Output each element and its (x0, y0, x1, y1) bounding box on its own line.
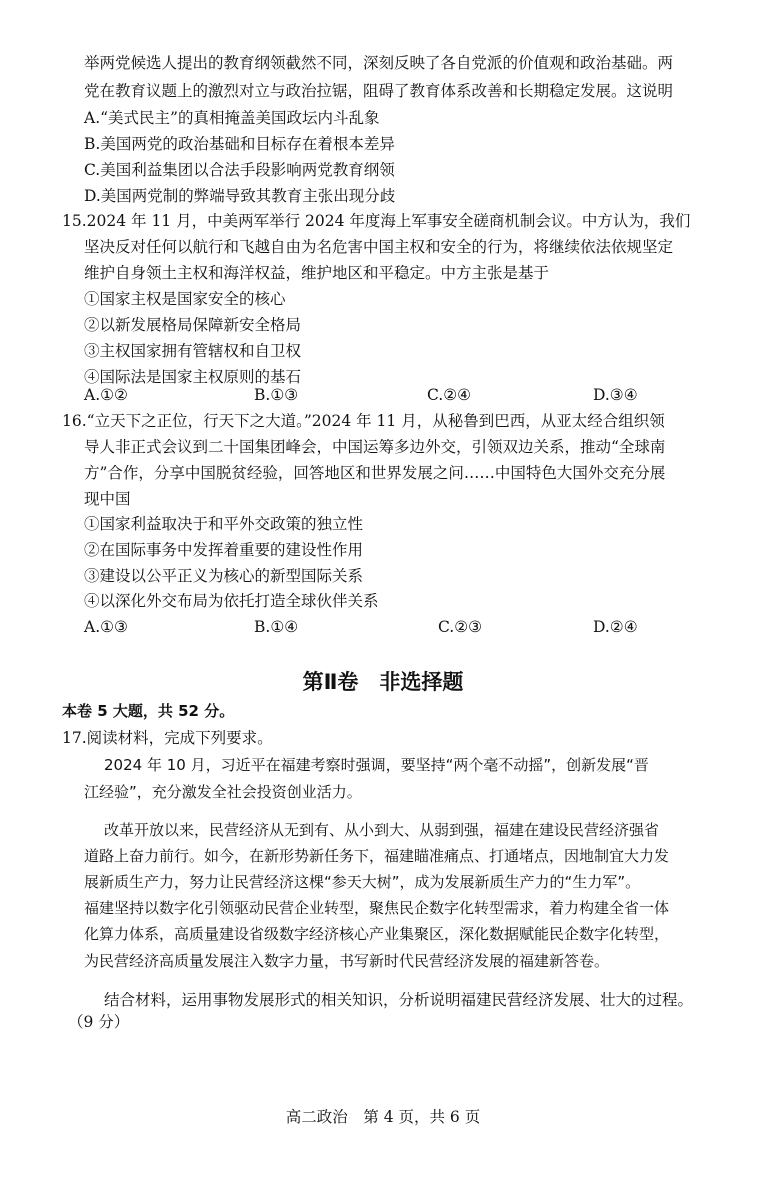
q16-choice-b: B.①④ (254, 618, 299, 636)
q14-stem-line: 党在教育议题上的激烈对立与政治拉锯，阻碍了教育体系改善和长期稳定发展。这说明 (84, 82, 674, 100)
q15-stem-line: 维护自身领土主权和海洋权益，维护地区和平稳定。中方主张是基于 (84, 264, 550, 282)
q17-material-line: 改革开放以来，民营经济从无到有、从小到大、从弱到强，福建在建设民营经济强省 (104, 821, 660, 839)
q15-item-2: ②以新发展格局保障新安全格局 (84, 316, 302, 334)
q15-choices (0, 384, 766, 406)
q14-option-d: D.美国两党制的弊端导致其教育主张出现分歧 (84, 187, 396, 205)
q17-material-line: 为民营经济高质量发展注入数字力量，书写新时代民营经济发展的福建新答卷。 (84, 952, 610, 970)
q17-material-line: 化算力体系，高质量建设省级数字经济核心产业集聚区，深化数据赋能民企数字化转型， (84, 925, 670, 943)
q17-material-line: 道路上奋力前行。如今，在新形势新任务下，福建瞄准痛点、打通堵点，因地制宜大力发 (84, 847, 670, 865)
q16-stem-line: 现中国 (84, 490, 131, 508)
q16-item-3: ③建设以公平正义为核心的新型国际关系 (84, 567, 364, 585)
q16-choice-d: D.②④ (593, 618, 638, 636)
q15-stem-line: 15.2024 年 11 月，中美两军举行 2024 年度海上军事安全磋商机制会议。中方认为，我们 (62, 212, 691, 230)
q17-material-line: 2024 年 10 月，习近平在福建考察时强调，要坚持“两个毫不动摇”，创新发展“晋 (104, 756, 649, 774)
q16-choices (0, 616, 766, 638)
q17-task: 结合材料，运用事物发展形式的相关知识，分析说明福建民营经济发展、壮大的过程。 (104, 991, 694, 1009)
q15-choice-b: B.①③ (254, 386, 299, 404)
q15-item-1: ①国家主权是国家安全的核心 (84, 290, 286, 308)
q17-material-line: 江经验”，充分激发全社会投资创业活力。 (84, 783, 362, 801)
q16-stem-line: 方”合作，分享中国脱贫经验，回答地区和世界发展之问……中国特色大国外交充分展 (84, 464, 666, 482)
q15-choice-c: C.②④ (427, 386, 472, 404)
q16-item-2: ②在国际事务中发挥着重要的建设性作用 (84, 541, 364, 559)
q17-material-line: 福建坚持以数字化引领驱动民营企业转型，聚焦民企数字化转型需求，着力构建全省一体 (84, 899, 670, 917)
q16-choice-c: C.②③ (438, 618, 483, 636)
q15-item-3: ③主权国家拥有管辖权和自卫权 (84, 342, 302, 360)
q15-item-4: ④国际法是国家主权原则的基石 (84, 368, 302, 386)
q14-option-a: A.“美式民主”的真相掩盖美国政坛内斗乱象 (84, 109, 380, 127)
q16-choice-a: A.①③ (84, 618, 128, 636)
q16-item-1: ①国家利益取决于和平外交政策的独立性 (84, 515, 364, 533)
q16-item-4: ④以深化外交布局为依托打造全球伙伴关系 (84, 592, 379, 610)
q15-choice-d: D.③④ (593, 386, 638, 404)
q14-option-b: B.美国两党的政治基础和目标存在着根本差异 (84, 135, 395, 153)
q14-option-c: C.美国利益集团以合法手段影响两党教育纲领 (84, 161, 395, 179)
q17-material-line: 展新质生产力，努力让民营经济这棵“参天大树”，成为发展新质生产力的“生力军”。 (84, 873, 641, 891)
section-note: 本卷 5 大题，共 52 分。 (62, 702, 235, 720)
q15-choice-a: A.①② (84, 386, 128, 404)
q15-stem-line: 坚决反对任何以航行和飞越自由为名危害中国主权和安全的行为，将继续依法依规坚定 (84, 238, 674, 256)
q16-stem-line: 16.“立天下之正位，行天下之大道。”2024 年 11 月，从秘鲁到巴西，从亚太经合组织领 (62, 412, 665, 430)
q14-stem-line: 举两党候选人提出的教育纲领截然不同，深刻反映了各自党派的价值观和政治基础。两 (84, 54, 674, 72)
q17-header: 17.阅读材料，完成下列要求。 (62, 729, 273, 747)
q17-score: （9 分） (68, 1013, 130, 1031)
section-title: 第Ⅱ卷 非选择题 (302, 670, 464, 694)
q16-stem-line: 导人非正式会议到二十国集团峰会，中国运筹多边外交，引领双边关系，推动“全球南 (84, 438, 666, 456)
page-footer: 高二政治 第 4 页，共 6 页 (285, 1108, 481, 1126)
